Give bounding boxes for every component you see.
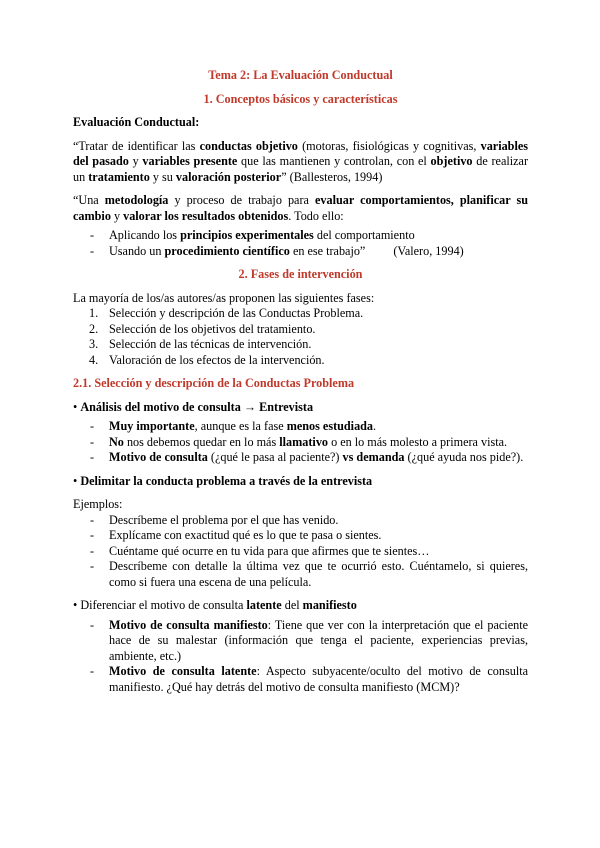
list-item: - Explícame con exactitud qué es lo que te pasa o sientes.: [73, 528, 528, 544]
valero-list: [73, 228, 528, 259]
evaluacion-label: Evaluación Conductual:: [73, 115, 200, 129]
quote-ballesteros: “Tratar de identificar las conductas objetivo (motoras, fisiológicas y cognitivas, variables del pasado y variables presente que las mantienen y controlan, con el objetivo de realizar un tratamiento y su valoración posterior” (Ballesteros, 1994): [73, 138, 529, 184]
list-item: - No nos debemos quedar en lo más llamativo o en lo más molesto a primera vista.: [73, 435, 528, 451]
document-page: [73, 68, 528, 695]
quote-valero: “Una metodología y proceso de trabajo para evaluar comportamientos, planificar su cambio y valorar los resultados obtenidos. Todo ello:: [73, 193, 528, 223]
citation: (Valero, 1994): [393, 243, 464, 258]
analisis-list: [73, 419, 528, 466]
list-item: - Descríbeme con detalle la última vez que te ocurrió esto. Cuéntamelo, si quieres, como si fuera una escena de una película.: [73, 559, 528, 590]
examples-label: Ejemplos:: [73, 497, 123, 511]
list-item: - Motivo de consulta (¿qué le pasa al paciente?) vs demanda (¿qué ayuda nos pide?).: [73, 450, 528, 466]
document-title: Tema 2: La Evaluación Conductual: [208, 68, 393, 82]
list-item: - Usando un procedimiento científico en ese trabajo” (Valero, 1994): [73, 244, 528, 260]
subheading-diferenciar: • Diferenciar el motivo de consulta latente del manifiesto: [73, 598, 357, 612]
list-item: - Descríbeme el problema por el que has venido.: [73, 513, 528, 529]
list-item: 4. Valoración de los efectos de la intervención.: [89, 352, 325, 367]
subheading-delimitar: • Delimitar la conducta problema a través de la entrevista: [73, 473, 373, 488]
section2-heading: 2. Fases de intervención: [238, 267, 363, 281]
section21-heading: 2.1. Selección y descripción de la Conductas Problema: [73, 376, 355, 390]
list-item: 2. Selección de los objetivos del tratamiento.: [89, 321, 316, 336]
list-item: - Motivo de consulta latente: Aspecto subyacente/oculto del motivo de consulta manifiesto. ¿Qué hay detrás del motivo de consulta manifiesto (MCM)?: [73, 664, 528, 695]
list-item: 1. Selección y descripción de las Conductas Problema.: [89, 306, 364, 320]
list-item: - Aplicando los principios experimentales del comportamiento: [73, 228, 528, 244]
motivo-list: [73, 618, 528, 696]
list-item: - Muy importante, aunque es la fase menos estudiada.: [73, 419, 528, 435]
list-item: - Cuéntame qué ocurre en tu vida para que afirmes que te sientes…: [73, 544, 528, 560]
examples-list: [73, 513, 528, 591]
section1-heading: 1. Conceptos básicos y características: [203, 91, 398, 106]
phases-list: [73, 306, 528, 368]
list-item: - Motivo de consulta manifiesto: Tiene que ver con la interpretación que el paciente hace de su malestar (información que tenga el paciente, experiencias previas, ambiente, etc.): [73, 618, 528, 665]
subheading-analisis: • Análisis del motivo de consulta → Entrevista: [73, 399, 314, 414]
phases-intro: La mayoría de los/as autores/as proponen las siguientes fases:: [73, 290, 375, 305]
list-item: 3. Selección de las técnicas de intervención.: [89, 337, 312, 351]
